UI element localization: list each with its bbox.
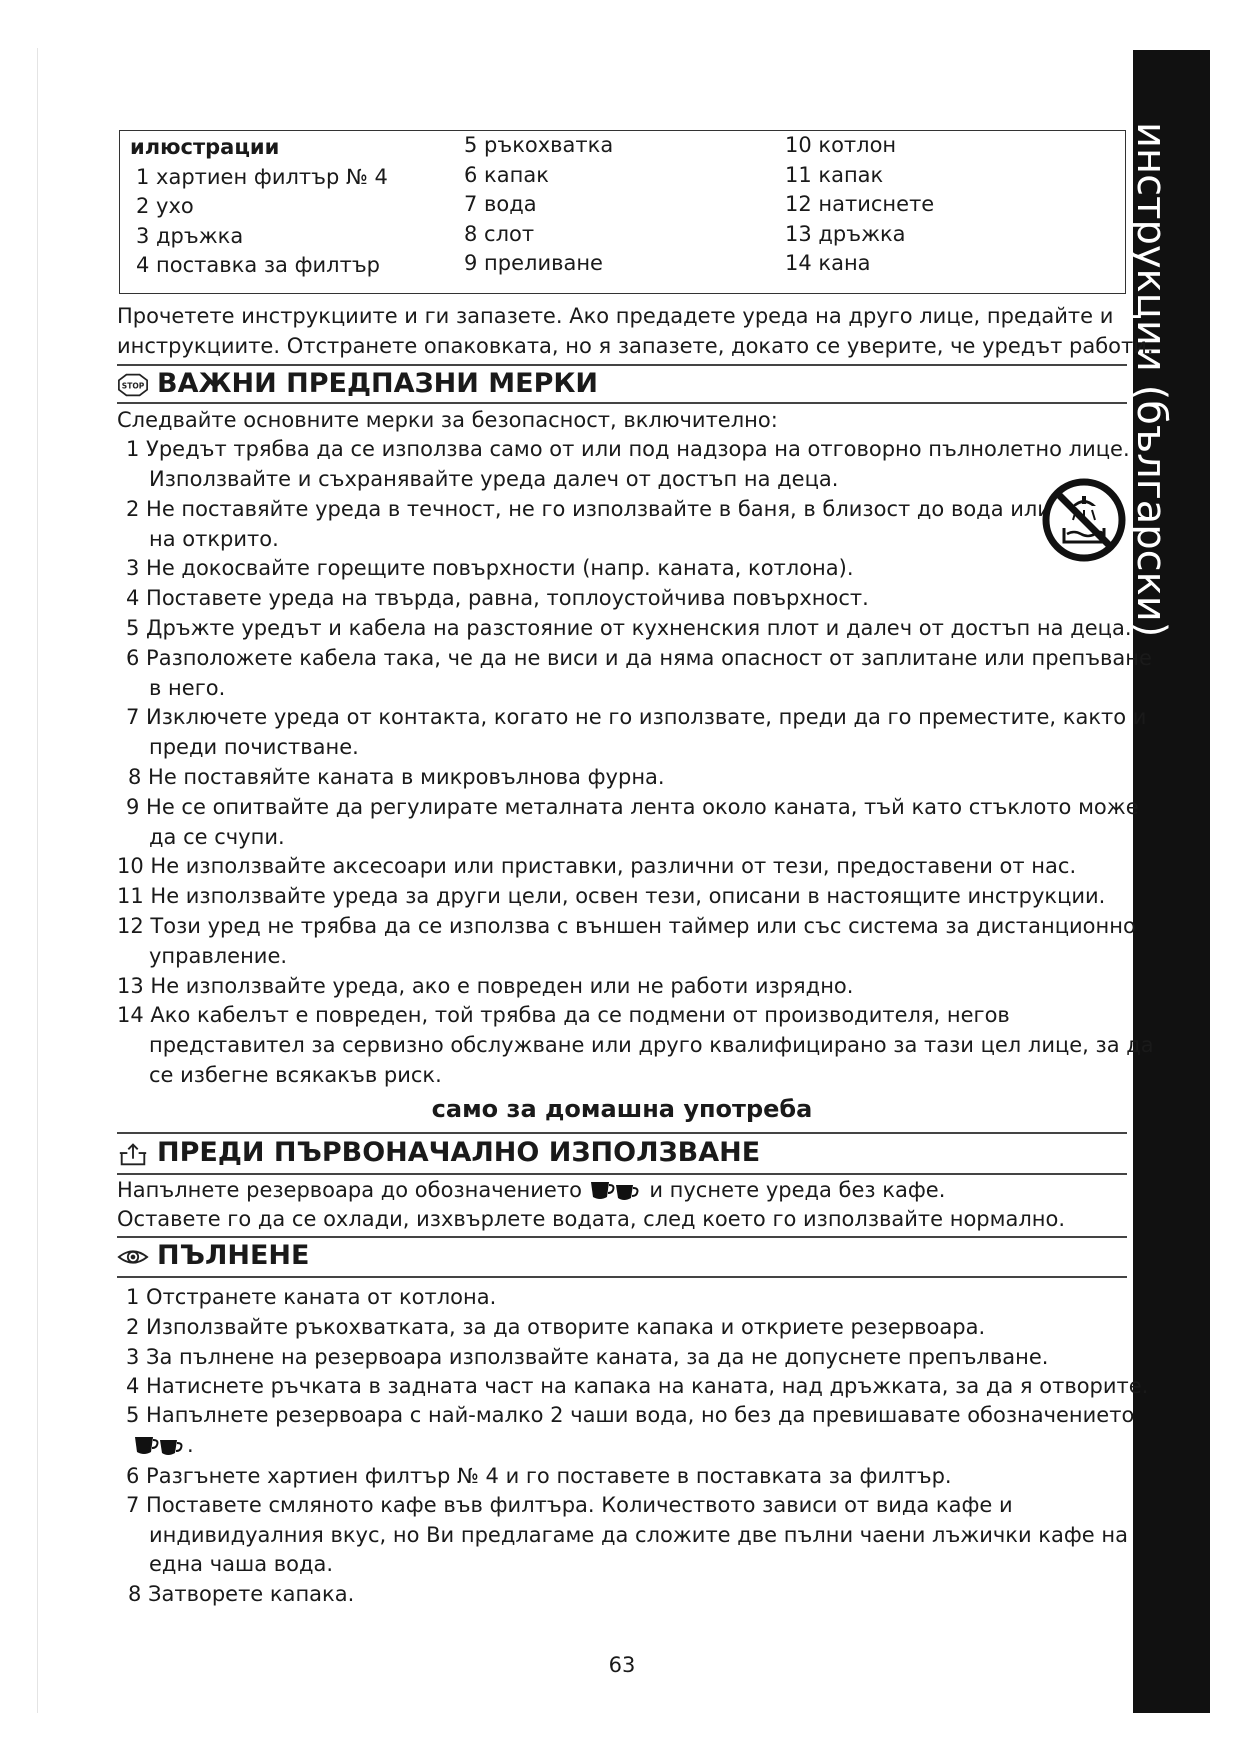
safety-item: 4 Поставете уреда на твърда, равна, топлоустойчива повърхност.: [126, 586, 869, 610]
safety-item: 14 Ако кабелът е повреден, той трябва да се подмени от производителя, негов: [117, 1003, 1010, 1027]
illustration-item: 9 преливане: [464, 251, 603, 275]
safety-item: 10 Не използвайте аксесоари или приставки, различни от тези, предоставени от нас.: [117, 854, 1077, 878]
filling-item: 7 Поставете смляното кафе във филтъра. Количеството зависи от вида кафе и: [126, 1493, 1013, 1517]
illustration-item: 5 ръкохватка: [464, 133, 614, 157]
before-use-line: [117, 1175, 945, 1205]
safety-item: 13 Не използвайте уреда, ако е повреден или не работи изрядно.: [117, 974, 854, 998]
filling-item: 1 Отстранете каната от котлона.: [126, 1285, 497, 1309]
illustration-item: 8 слот: [464, 221, 535, 246]
unpack-box-icon: [117, 1141, 149, 1167]
safety-item: 2 Не поставяйте уреда в течност, не го използвайте в баня, в близост до вода или: [126, 497, 1051, 521]
divider: [117, 1236, 1127, 1238]
illustration-item: 6 капак: [464, 162, 549, 187]
filling-item: 6 Разгънете хартиен филтър № 4 и го поставете в поставката за филтър.: [126, 1464, 952, 1488]
before-use-line: Оставете го да се охлади, изхвърлете водата, след което го използвайте нормално.: [117, 1207, 1066, 1231]
illustrations-col-2: [464, 131, 613, 279]
safety-item: 5 Дръжте уредът и кабела на разстояние от кухненския плот и далеч от достъп на деца.: [126, 616, 1132, 640]
illustration-item: 13 дръжка: [785, 221, 906, 246]
safety-item: управление.: [149, 944, 288, 968]
page-margin-line: [37, 48, 38, 1713]
illustration-item: 10 котлон: [785, 133, 897, 157]
safety-item: 12 Този уред не трябва да се използва с външен таймер или със система за дистанционно: [117, 914, 1136, 938]
safety-item: преди почистване.: [149, 735, 359, 759]
page-number: 63: [608, 1653, 636, 1677]
two-cups-icon: [589, 1179, 643, 1203]
safety-heading-row: [117, 367, 598, 401]
safety-item: 7 Изключете уреда от контакта, когато не го използвате, преди да го преместите, както и: [126, 705, 1147, 729]
illustration-item: 1 хартиен филтър № 4: [136, 164, 388, 189]
before-use-heading: ПРЕДИ ПЪРВОНАЧАЛНО ИЗПОЛЗВАНЕ: [157, 1137, 761, 1168]
household-only: само за домашна употреба: [431, 1095, 813, 1123]
before-use-line-start: Напълнете резервоара до обозначението: [117, 1178, 582, 1202]
before-use-heading-row: [117, 1136, 760, 1170]
illustration-item: 11 капак: [785, 162, 884, 187]
filling-item: 3 За пълнене на резервоара използвайте каната, за да не допуснете препълване.: [126, 1345, 1049, 1369]
safety-lead: Следвайте основните мерки за безопасност, включително:: [117, 408, 778, 432]
safety-item: на открито.: [149, 527, 279, 551]
divider: [117, 364, 1127, 366]
side-title: инструкции (български): [1128, 122, 1174, 638]
filling-heading: ПЪЛНЕНЕ: [157, 1240, 310, 1271]
safety-item: 1 Уредът трябва да се използва само от или под надзора на отговорно пълнолетно лице.: [126, 437, 1130, 461]
illustrations-heading: илюстрации: [130, 135, 280, 159]
filling-item: 4 Натиснете ръчката в задната част на капака на каната, над дръжката, за да я отворите.: [126, 1374, 1149, 1398]
filling-item-cups: [133, 1430, 194, 1460]
illustrations-col-1: [130, 133, 388, 281]
safety-item: в него.: [149, 676, 226, 700]
illustration-item: 2 ухо: [136, 194, 194, 218]
safety-item: се избегне всякакъв риск.: [149, 1063, 442, 1087]
illustration-item: 14 кана: [785, 251, 871, 275]
illustration-item: 4 поставка за филтър: [136, 253, 381, 277]
illustrations-col-3: [785, 131, 934, 279]
illustration-item: 3 дръжка: [136, 223, 244, 248]
filling-item-cups-period: .: [187, 1433, 194, 1457]
safety-item: 6 Разположете кабела така, че да не виси и да няма опасност от заплитане или препъване: [126, 646, 1152, 670]
filling-item: 8 Затворете капака.: [128, 1582, 355, 1606]
safety-item: 11 Не използвайте уреда за други цели, освен тези, описани в настоящите инструкции.: [117, 884, 1106, 908]
illustration-item: 12 натиснете: [785, 192, 935, 216]
intro-line: Прочетете инструкциите и ги запазете. Ако предадете уреда на друго лице, предайте и: [117, 304, 1114, 328]
illustration-item: 7 вода: [464, 192, 537, 216]
stop-label: STOP: [121, 380, 145, 390]
safety-item: 8 Не поставяйте каната в микровълнова фурна.: [128, 765, 665, 789]
filling-item: 5 Напълнете резервоара с най-малко 2 чаши вода, но без да превишавате обозначението: [126, 1403, 1135, 1427]
safety-item: да се счупи.: [149, 825, 285, 849]
safety-heading: ВАЖНИ ПРЕДПАЗНИ МЕРКИ: [157, 368, 599, 399]
divider: [117, 402, 1127, 404]
two-cups-icon: [133, 1434, 187, 1458]
before-use-line-end: и пуснете уреда без кафе.: [649, 1178, 946, 1202]
safety-item: 3 Не докосвайте горещите повърхности (напр. каната, котлона).: [126, 556, 854, 580]
safety-item: Използвайте и съхранявайте уреда далеч от достъп на деца.: [149, 467, 839, 491]
eye-icon: [117, 1244, 149, 1270]
intro-line: инструкциите. Отстранете опаковката, но я запазете, докато се уверите, че уредът работи.: [117, 334, 1154, 358]
stop-icon: [117, 372, 149, 398]
divider: [117, 1132, 1127, 1134]
illustrations-box: [119, 130, 1126, 294]
filling-item: една чаша вода.: [149, 1552, 334, 1576]
filling-heading-row: [117, 1239, 309, 1273]
filling-item: 2 Използвайте ръкохватката, за да отворите капака и откриете резервоара.: [126, 1315, 986, 1339]
safety-item: представител за сервизно обслужване или друго квалифицирано за тази цел лице, за да: [149, 1033, 1154, 1057]
safety-item: 9 Не се опитвайте да регулирате металната лента около каната, тъй като стъклото може: [126, 795, 1139, 819]
filling-item: индивидуалния вкус, но Ви предлагаме да сложите две пълни чаени лъжички кафе на: [149, 1523, 1128, 1547]
divider: [117, 1276, 1127, 1278]
no-water-warning-icon: [1040, 476, 1128, 564]
